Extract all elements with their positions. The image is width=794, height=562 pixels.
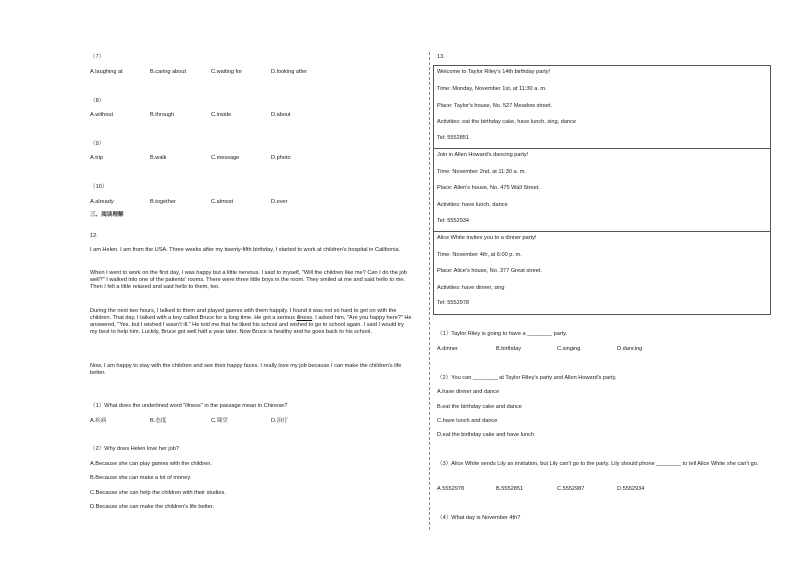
- column-divider: [429, 52, 430, 530]
- question-12-number: 12.: [90, 233, 98, 239]
- passage-paragraph-2: When I went to work on the first day, I was happy but a little nervous. I said to myself, "Will the children like me? Can I do the job well?" I walked into one of the patients' rooms. There were three little boys in the room. They smiled at me and said hello to me. Then I felt a little relaxed and said hello to them, too.: [90, 270, 407, 290]
- invite-3-place: Place: Alice's house, No. 377 Great street.: [437, 268, 542, 274]
- invite-2-title: Join in Allen Howard's dancing party!: [437, 152, 529, 158]
- passage-p3-start: During the next two hours, I talked to them and played games with them happily. I found it was not so hard to get on with the children. That day, I talked with a boy called Bruce for a long time. He got a serious: [90, 308, 397, 321]
- invite-q1-text: （1）Taylor Riley is going to have a ________ party.: [437, 331, 568, 337]
- reading-q2-option-d: D.Because she can make the children's life better.: [90, 504, 214, 510]
- underlined-word-illness: illness: [296, 315, 313, 321]
- section-title-reading: 三、阅读理解: [90, 212, 124, 218]
- invite-q2-option-c: C.have lunch and dance: [437, 418, 498, 424]
- reading-q1-option-a: A.疾病: [90, 418, 107, 424]
- invite-q3-option-b: B.5552851: [496, 486, 524, 492]
- invite-q1-option-a: A.dinner: [437, 346, 458, 352]
- q7-option-c: C.waiting for: [211, 69, 243, 75]
- question-13-number: 13.: [437, 54, 445, 60]
- q7-option-b: B.caring about: [150, 69, 187, 75]
- invite-3-tel: Tel: 5552978: [437, 300, 470, 306]
- question-10-number: （10）: [90, 184, 108, 190]
- question-8-number: （8）: [90, 98, 105, 104]
- invite-q4-text: （4）What day is November 4th?: [437, 515, 521, 521]
- invite-3-time: Time: November 4th, at 6:00 p. m.: [437, 252, 522, 258]
- q9-option-d: D.photo: [271, 155, 291, 161]
- reading-q1-option-b: B.态度: [150, 418, 167, 424]
- passage-paragraph-1: I am Helen. I am from the USA. Three weeks after my twenty-fifth birthday, I started to work at children's hospital in California.: [90, 247, 401, 253]
- invite-2-place: Place: Allen's house, No. 475 Wall Street.: [437, 185, 540, 191]
- q8-option-b: B.through: [150, 112, 175, 118]
- q8-option-a: A.without: [90, 112, 114, 118]
- q10-option-c: C.almost: [211, 199, 234, 205]
- reading-q2-option-b: B.Because she can make a lot of money.: [90, 475, 192, 481]
- q7-option-a: A.laughing at: [90, 69, 123, 75]
- invite-q3-option-d: D.5552934: [617, 486, 645, 492]
- invite-q3-text: （3）Alice White sends Lily an invitation, but Lily can't go to the party. Lily should phone ________ to tell Alice White she can't go.: [437, 461, 759, 467]
- passage-paragraph-4: Now, I am happy to stay with the children and see their happy faces. I really love my job because I can make the children's life better.: [90, 363, 402, 376]
- invite-1-title: Welcome to Taylor Riley's 14th birthday party!: [437, 69, 551, 75]
- invite-3-activities: Activities: have dinner, sing: [437, 285, 505, 291]
- reading-q2-text: （2）Why does Helen love her job?: [90, 446, 179, 452]
- q9-option-b: B.walk: [150, 155, 167, 161]
- invitation-box-alice: [433, 231, 771, 315]
- q9-option-a: A.trip: [90, 155, 104, 161]
- q9-option-c: C.message: [211, 155, 240, 161]
- question-9-number: （9）: [90, 141, 105, 147]
- reading-q1-option-c: C.课堂: [211, 418, 228, 424]
- invite-q2-option-d: D.eat the birthday cake and have lunch: [437, 432, 535, 438]
- invite-2-tel: Tel: 5552934: [437, 218, 470, 224]
- invite-1-time: Time: Monday, November 1st, at 11:30 a. m.: [437, 86, 547, 92]
- passage-paragraph-3: [90, 308, 412, 336]
- reading-q2-option-c: C.Because she can help the children with their studies.: [90, 490, 226, 496]
- invite-1-tel: Tel: 5552851: [437, 135, 470, 141]
- q10-option-d: D.ever: [271, 199, 288, 205]
- q7-option-d: D.looking after: [271, 69, 308, 75]
- invite-q1-option-b: B.birthday: [496, 346, 522, 352]
- invite-q1-option-d: D.dancing: [617, 346, 643, 352]
- invite-2-activities: Activities: have lunch, dance: [437, 202, 508, 208]
- q8-option-d: D.about: [271, 112, 291, 118]
- invite-q2-text: （2）You can ________ at Taylor Riley's party and Allen Howard's party.: [437, 375, 617, 381]
- q10-option-a: A.already: [90, 199, 114, 205]
- invite-q3-option-c: C.5552987: [557, 486, 585, 492]
- q8-option-c: C.inside: [211, 112, 232, 118]
- invitation-box-taylor: [433, 65, 771, 149]
- invite-3-title: Alice White invites you to a dinner party!: [437, 235, 537, 241]
- reading-q1-text: （1）What does the underlined word "illness" in the passage mean in Chinese?: [90, 403, 288, 409]
- invite-q3-option-a: A.5552978: [437, 486, 465, 492]
- question-7-number: （7）: [90, 54, 105, 60]
- q10-option-b: B.together: [150, 199, 176, 205]
- invite-1-activities: Activities: eat the birthday cake, have lunch, sing, dance: [437, 119, 576, 125]
- reading-q2-option-a: A.Because she can play games with the children.: [90, 461, 212, 467]
- invitation-box-allen: [433, 148, 771, 232]
- invite-q2-option-b: B.eat the birthday cake and dance: [437, 404, 522, 410]
- passage-p3-end: . I asked him, "Are you happy here?" He answered, "Yes, but I wished I wasn't ill." He told me that he liked his school and wished to go to school again. I said I would try my best to help him. Luckily, Bruce got well half a year later. Now Bruce is healthy and he goes back to his school.: [90, 315, 412, 335]
- invite-1-place: Place: Taylor's house, No. 527 Meadow street.: [437, 103, 553, 109]
- invite-q2-option-a: A.have dinner and dance: [437, 389, 500, 395]
- invite-q1-option-c: C.singing: [557, 346, 581, 352]
- reading-q1-option-d: D.治疗: [271, 418, 288, 424]
- invite-2-time: Time: November 2nd, at 11:30 a. m.: [437, 169, 526, 175]
